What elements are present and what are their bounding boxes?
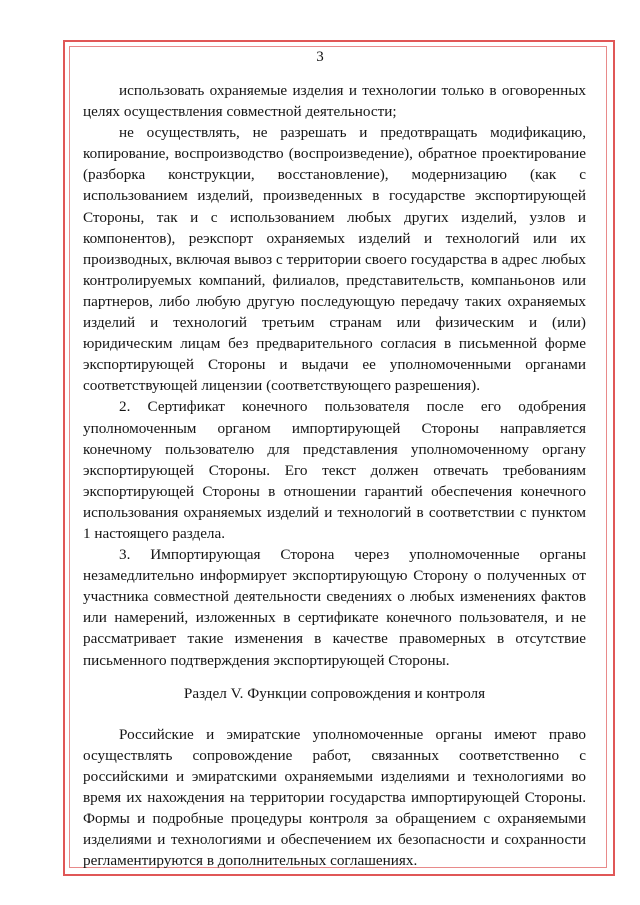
- paragraph-use-restriction: использовать охраняемые изделия и технологии только в оговоренных целях осуществления совместной деятельности;: [83, 82, 586, 121]
- page-number: 3: [316, 49, 324, 65]
- document-body: [83, 80, 586, 871]
- paragraph-modification-ban: не осуществлять, не разрешать и предотвращать модификацию, копирование, воспроизводство (воспроизведение), обратное проектирование (разборка конструкции, восстановление), модернизацию (как с использованием изделий, произведенных в государстве экспортирующей Стороны, так и с использованием любых других изделий, узлов и компонентов), реэкспорт охраняемых изделий и технологий или их производных, включая вывоз с территории своего государства в адрес любых контролируемых компаний, филиалов, представительств, компаньонов или партнеров, либо любую другую последующую передачу таких охраняемых изделий и технологий третьим странам или физическим и (или) юридическим лицам без предварительного согласия в письменной форме экспортирующей Стороны и выдачи ее уполномоченными органами соответствующей лицензии (соответствующего разрешения).: [83, 124, 586, 395]
- paragraph-control-functions: Российские и эмиратские уполномоченные органы имеют право осуществлять сопровождение работ, связанных соответственно с российскими и эмиратскими охраняемыми изделиями и технологиями во время их нахождения на территории государства импортирующей Стороны. Формы и подробные процедуры контроля за обращением с охраняемыми изделиями и технологиями и обеспечением их безопасности и сохранности регламентируются в дополнительных соглашениях.: [83, 725, 586, 870]
- section-heading: Раздел V. Функции сопровождения и контроля: [183, 684, 486, 702]
- paragraph-end-user-certificate: 2. Сертификат конечного пользователя после его одобрения уполномоченным органом импортирующей Стороны направляется конечному пользователю для представления уполномоченному органу экспортирующей Стороны. Его текст должен отвечать требованиям экспортирующей Стороны в отношении гарантий обеспечения конечного использования охраняемых изделий и технологий в соответствии с пунктом 1 настоящего раздела.: [83, 398, 586, 542]
- paragraph-importing-party-notice: 3. Импортирующая Сторона через уполномоченные органы незамедлительно информирует экспортирующую Сторону о полученных от участника совместной деятельности сведениях о любых изменениях фактов или намерений, изложенных в сертификате конечного пользователя, и не рассматривает такие изменения в качестве правомерных в отсутствие письменного подтверждения экспортирующей Стороны.: [83, 546, 586, 669]
